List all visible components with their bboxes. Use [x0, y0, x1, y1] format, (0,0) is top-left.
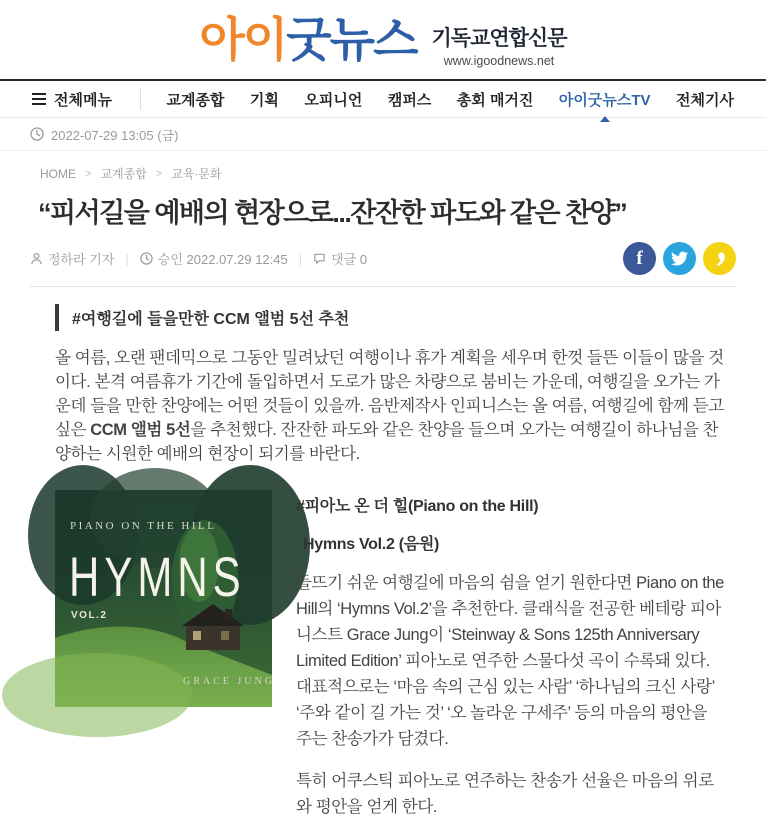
- paragraph-text: 을 추천했다. 잔잔한 파도와 같은 찬양을 들으며 오가는 여행길이 하나님을 찬양하는 시원한 예배의 현장이 되기를 바란다.: [55, 421, 719, 463]
- approved-item: [140, 249, 288, 268]
- site-header: [0, 0, 766, 79]
- album-cover-image: [55, 490, 275, 707]
- site-tagline-block: [432, 12, 567, 68]
- twitter-share-button[interactable]: [663, 242, 696, 275]
- nav-item-church-general[interactable]: 교계종합: [166, 91, 225, 109]
- facebook-share-button[interactable]: [623, 242, 656, 275]
- cover-artist: GRACE JUNG: [183, 676, 275, 687]
- nav-item-igoodnews-tv[interactable]: [559, 89, 651, 110]
- twitter-icon: [671, 250, 688, 267]
- paragraph-bold-text: CCM 앨범 5선: [90, 421, 191, 439]
- reporter-name[interactable]: 정하라 기자: [48, 252, 115, 267]
- album-description-column: [296, 490, 724, 820]
- nav-item-igoodnews-tv-label: 아이굿뉴스TV: [558, 91, 651, 109]
- nav-item-opinion[interactable]: 오피니언: [304, 91, 363, 109]
- clock-icon: [140, 252, 153, 265]
- cover-title: HYMNS: [69, 546, 246, 609]
- breadcrumb-separator: >: [155, 167, 163, 180]
- paragraph-text: 올 여름, 오랜 팬데믹으로 그동안 밀려났던 여행이나 휴가 계획을 세우며 한껏 들뜬 이들이 많을 것이다. 본격 여름휴가 기간에 돌입하면서 도로가 많은 차량으로 붐비는 가운데, 여행길을 오가는 가운데 들을 만한 찬양에는 어떤 것들이 있을까. 음반제작사 인피니스는 올 여름, 여행길에 함께 듣고 싶은: [55, 349, 724, 439]
- breadcrumb-separator: >: [85, 167, 92, 180]
- article-body: [0, 287, 766, 820]
- site-logo[interactable]: [199, 13, 417, 66]
- byline-divider: |: [125, 251, 129, 266]
- kakaostory-share-button[interactable]: [703, 242, 736, 275]
- main-nav: [0, 79, 766, 118]
- reporter-item: [30, 249, 114, 268]
- site-tagline: 기독교연합신문: [431, 26, 567, 50]
- breadcrumb-home[interactable]: HOME: [40, 166, 76, 181]
- kakaostory-comma-icon: [713, 251, 727, 267]
- nav-item-planning[interactable]: 기획: [249, 91, 279, 109]
- facebook-icon: f: [636, 247, 643, 269]
- approved-date: 승인 2022.07.29 12:45: [157, 252, 288, 267]
- nav-item-campus[interactable]: 캠퍼스: [387, 91, 432, 109]
- published-date-row: [0, 118, 766, 151]
- hamburger-icon: [32, 93, 46, 105]
- nav-item-assembly-magazine[interactable]: 총회 매거진: [456, 91, 534, 109]
- comment-icon: [313, 252, 326, 265]
- published-date: 2022-07-29 13:05 (금): [51, 127, 179, 143]
- album-section: [55, 490, 724, 820]
- logo-text-orange: 아이: [199, 13, 287, 66]
- comments-item[interactable]: [313, 249, 367, 268]
- byline-divider: |: [298, 251, 303, 266]
- nav-all-menu-label: 전체메뉴: [54, 91, 112, 109]
- social-share-buttons: [623, 242, 736, 275]
- nav-item-all-articles[interactable]: 전체기사: [676, 91, 734, 109]
- byline: [30, 249, 367, 268]
- byline-row: [30, 242, 736, 287]
- album-paragraph-2: 특히 어쿠스틱 피아노로 연주하는 찬송가 선율은 마음의 위로와 평안을 얻게 한다.: [296, 772, 714, 816]
- comments-count: 댓글 0: [331, 252, 368, 267]
- album-subheading: Hymns Vol.2 (음원): [303, 536, 440, 553]
- nav-all-menu[interactable]: [32, 89, 141, 110]
- site-url[interactable]: www.igoodnews.net: [443, 53, 555, 68]
- album-heading: #피아노 온 더 힐(Piano on the Hill): [296, 498, 539, 515]
- article-title: “피서길을 예배의 현장으로...잔잔한 파도와 같은 찬양”: [38, 198, 627, 228]
- breadcrumb: [40, 165, 736, 182]
- cover-top-line: PIANO ON THE HILL: [70, 520, 217, 532]
- article-paragraph-1: [55, 346, 724, 466]
- breadcrumb-section[interactable]: 교계종합: [100, 167, 147, 181]
- logo-text-blue: 굿뉴스: [286, 13, 417, 66]
- breadcrumb-category[interactable]: 교육·문화: [171, 167, 222, 181]
- album-paragraph-1: 들뜨기 쉬운 여행길에 마음의 쉼을 얻기 원한다면 Piano on the Hill의 ‘Hymns Vol.2’을 추천한다. 클래식을 전공한 베테랑 피아니스트 Grace Jung이 ‘Steinway & Sons 125th Anniversary Limited Edition’ 피아노로 연주한 스물다섯 곡이 수록돼 있다. 대표적으로는 ‘마음 속의 근심 있는 사람’ ‘하나님의 크신 사랑’ ‘주와 같이 길 가는 것’ ‘오 놀라운 구세주’ 등의 마음의 평안을 주는 찬송가가 담겼다.: [296, 574, 724, 748]
- active-tab-indicator: [600, 116, 610, 122]
- person-icon: [30, 252, 43, 265]
- article-subhead: #여행길에 들을만한 CCM 앨범 5선 추천: [55, 304, 724, 331]
- clock-icon: [30, 127, 44, 141]
- cover-volume: VOL.2: [71, 610, 108, 621]
